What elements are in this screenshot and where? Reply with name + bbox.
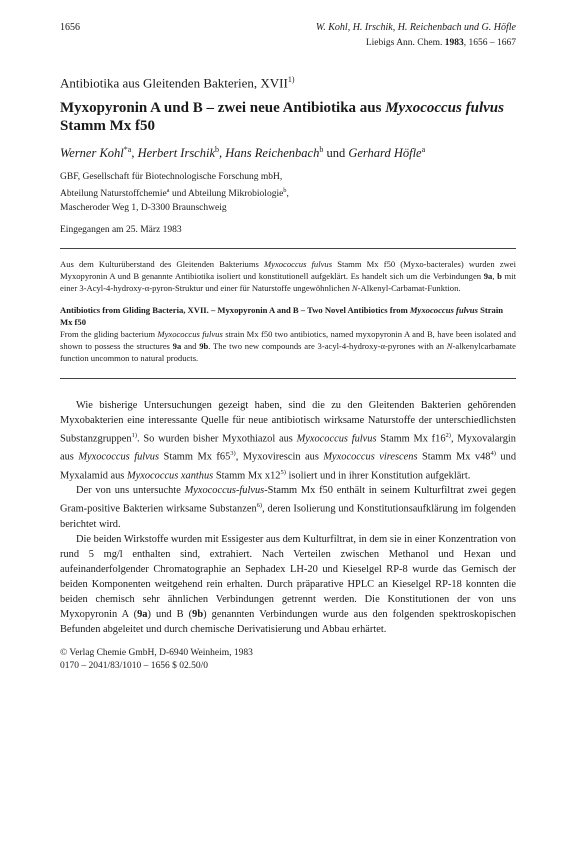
abstract-de-compound-2: b [497, 270, 502, 281]
abstract-en-title-b: Strain Mx f50 [60, 304, 504, 327]
author-3: Hans Reichenbach [225, 146, 320, 161]
p1-c: Stamm Mx f16 [376, 433, 446, 445]
page-number: 1656 [60, 22, 80, 33]
abstract-en-text-3: and [181, 340, 200, 351]
running-header [60, 22, 516, 34]
abstract-en-n: N [446, 340, 453, 351]
p1-ref-3: 3) [230, 450, 236, 458]
p3-compound-2: 9b [192, 608, 204, 620]
author-and: und [323, 146, 349, 161]
abstract-en-species: Myxococcus fulvus [157, 328, 223, 339]
p1-species-2: Myxococcus fulvus [78, 451, 160, 463]
p2-ref: 6) [256, 502, 263, 510]
body-text [60, 398, 516, 637]
affiliation-line-1: GBF, Gesellschaft für Biotechnologische Forschung mbH, [60, 172, 283, 183]
body-paragraph-3 [60, 532, 516, 637]
abstract-en-text-2: strain Mx f50 two antibiotics, named myxopyronin A and B, have been isolated and shown to possess the structures [60, 328, 516, 351]
abstract-en-title-a: Antibiotics from Gliding Bacteria, XVII. – Myxopyronin A and B – Two Novel Antibiotics from [60, 304, 410, 315]
author-list: Werner Kohl$^{*a}$, Herbert Irschik$^b$, Hans Reichenbach$^b$ und Gerhard Höfle$^a$ [60, 145, 426, 161]
abstract-en-text-1: From the gliding bacterium [60, 328, 158, 339]
p1-g: Stamm Mx v48 [417, 451, 491, 463]
abstract-de-text-3: , [492, 270, 498, 281]
copyright-line: © Verlag Chemie GmbH, D-6940 Weinheim, 1983 [60, 647, 253, 658]
author-3-sup: b [319, 145, 324, 155]
title-rest: Stamm Mx f50 [60, 118, 155, 135]
journal-prefix: Liebigs Ann. Chem. [365, 38, 445, 48]
series-ref: 1) [287, 75, 295, 84]
p2-a: Der von uns untersuchte [76, 485, 185, 497]
affiliation-dept-b: und Abteilung Mikrobiologie [169, 189, 284, 200]
abstract-de-text-2: Stamm Mx f50 (Myxo-bacterales) wurden zwei Myxopyronin A und B genannte Antibiotika isoliert und konstitutionell aufgeklärt. Es handelt sich um die Verbindungen [60, 258, 516, 281]
p1-e: Stamm Mx f65 [159, 451, 231, 463]
footer [60, 647, 516, 673]
p3-c: ) genannten Verbindungen wurde aus den folgenden spektroskopischen Befunden abgeleitet und durch chemische Derivatisierung und Abbau erhärtet. [60, 608, 516, 635]
author-1: Werner Kohl [60, 146, 124, 161]
body-paragraph-1 [60, 398, 516, 483]
series-text: Antibiotika aus Gleitenden Bakterien, XVII [60, 75, 288, 91]
abstract-en-compound-1: 9a [172, 340, 182, 351]
p1-ref-1: 1) [131, 431, 137, 439]
title-main: Myxopyronin A und B – zwei neue Antibiotika aus [60, 100, 386, 117]
abstract-english [60, 328, 516, 364]
article-code: 0170 – 2041/83/1010 – 1656 $ 02.50/0 [60, 660, 209, 671]
abstract-en-text-4: . The two new compounds are 3-acyl-4-hydroxy-α-pyrones with an [208, 340, 447, 351]
p1-j: isoliert und in ihrer Konstitution aufgeklärt. [285, 470, 471, 482]
abstract-de-compound-1: 9a [483, 270, 493, 281]
affiliation-dept-b-sup: b [283, 187, 287, 195]
p2-c: , deren Isolierung und Konstitutionsaufklärung im folgenden berichtet wird. [60, 503, 516, 530]
body-paragraph-2 [60, 483, 516, 531]
abstract-en-text-5: -alkenylcarbamate function uncommon to natural products. [60, 340, 516, 363]
series-title [60, 75, 516, 91]
affiliation-dept-a-sup: a [166, 187, 170, 195]
divider-top [60, 248, 516, 249]
affiliation-dept-a: Abteilung Naturstoffchemie [60, 189, 167, 200]
abstract-de-n: N [351, 282, 358, 293]
divider-bottom [60, 378, 516, 379]
abstract-de-text-1: Aus dem Kulturüberstand des Gleitenden Bakteriums [60, 258, 264, 269]
author-1-sup: *a [123, 145, 132, 155]
p1-ref-4: 4) [490, 450, 496, 458]
p3-b: ) und B ( [147, 608, 193, 620]
affiliation-line-2 [60, 184, 516, 201]
p3-compound-1: 9a [137, 608, 148, 620]
abstract-de-text-4: mit einer 3-Acyl-4-hydroxy-α-pyron-Struktur und einer für Naturstoffe ungewöhnlichen [60, 270, 517, 293]
p1-species-1: Myxococcus fulvus [296, 433, 377, 445]
journal-year: 1983 [444, 38, 464, 48]
affiliation [60, 171, 516, 214]
p1-b: . So wurden bisher Myxothiazol aus [137, 433, 297, 445]
journal-citation [60, 37, 516, 49]
p1-i: Stamm Mx x12 [213, 470, 281, 482]
p1-h: und Myxalamid aus [60, 451, 517, 482]
journal-pages: , 1656 – 1667 [463, 38, 516, 48]
abstract-german [60, 258, 516, 294]
author-4: Gerhard Höfle [348, 146, 422, 161]
p1-ref-2: 2) [445, 431, 451, 439]
affiliation-line-3: Mascheroder Weg 1, D-3300 Braunschweig [60, 202, 227, 213]
abstract-de-text-5: -Alkenyl-Carbamat-Funktion. [357, 282, 461, 293]
abstract-en-compound-2: 9b [199, 340, 209, 351]
article-title [60, 99, 516, 135]
p2-species: Myxococcus-fulvus [184, 485, 265, 497]
p1-species-3: Myxococcus virescens [323, 451, 418, 463]
title-species: Myxococcus fulvus [385, 100, 504, 117]
p1-species-4: Myxococcus xanthus [126, 470, 214, 482]
paper-page [60, 22, 516, 673]
running-authors: W. Kohl, H. Irschik, H. Reichenbach und G. Höfle [315, 22, 516, 33]
p3-a: Die beiden Wirkstoffe wurden mit Essigester aus dem Kulturfiltrat, in dem sie in einer Konzentration von rund 5 mg/l enthalten sind, extrahiert. Nach Verteilen zwischen Methanol und Hexan und aufeinanderfolgender Chromatographie an Sephadex LH-20 und Kieselgel RP-8 wurde das Gemisch der beiden Komponenten weitgehend rein erhalten. Durch präparative HPLC an Kieselgel RP-18 konnten die beiden chemisch sehr ähnlichen Verbindungen getrennt werden. Die Konstitutionen der von uns Myxopyronin A ( [60, 533, 516, 620]
p1-ref-5: 5) [280, 468, 286, 476]
p2-b: -Stamm Mx f50 enthält in seinem Kulturfiltrat zwei gegen Gram-positive Bakterien wirksame Substanzen [60, 485, 517, 515]
affiliation-comma: , [286, 189, 289, 200]
abstract-de-species: Myxococcus fulvus [263, 258, 333, 269]
author-2-sup: b [215, 145, 220, 155]
abstract-en-title-species: Myxococcus fulvus [409, 304, 478, 315]
p1-a: Wie bisherige Untersuchungen gezeigt haben, sind die zu den Gleitenden Bakterien gehörenden Myxobakterien eine interessante Quelle für neue antibiotisch wirksame Naturstoffe der unterschiedlichsten Substanzgruppen [60, 399, 516, 445]
author-4-sup: a [421, 145, 426, 155]
p1-f: , Myxovirescin aus [235, 451, 324, 463]
p1-d: , Myxovalargin aus [60, 433, 516, 463]
received-date: Eingegangen am 25. März 1983 [60, 224, 182, 235]
abstract-english-title [60, 304, 516, 328]
author-2: Herbert Irschik [137, 146, 216, 161]
